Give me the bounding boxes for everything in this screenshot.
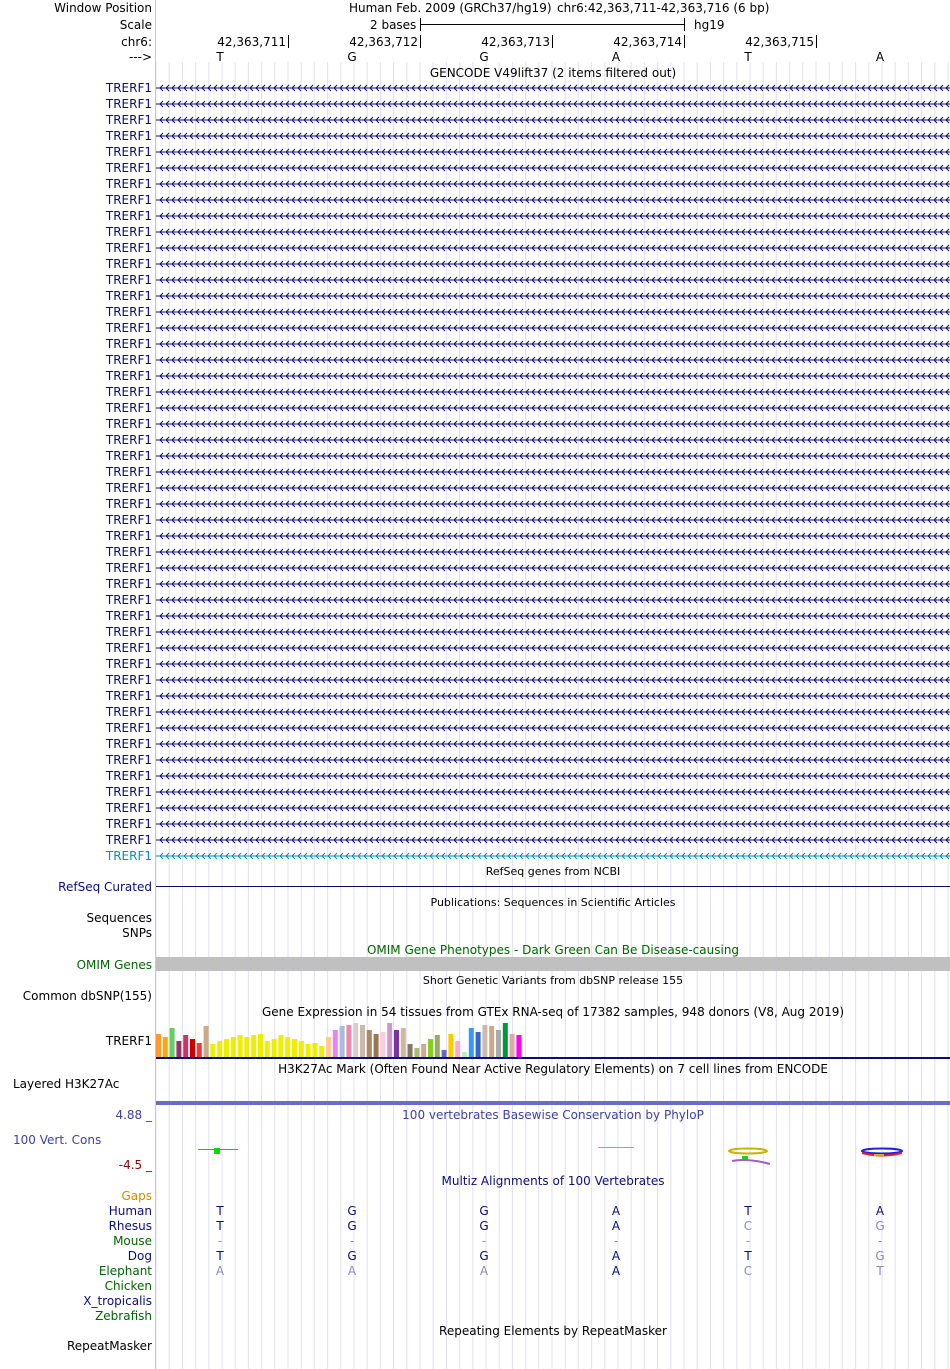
gtex-tissue-bar[interactable]	[244, 1037, 249, 1057]
gencode-gene-row[interactable]	[156, 99, 950, 109]
phylop-label[interactable]: 100 Vert. Cons	[13, 1133, 102, 1147]
gtex-tissue-bar[interactable]	[292, 1039, 297, 1057]
gencode-gene-row[interactable]	[156, 211, 950, 221]
gencode-gene-row[interactable]	[156, 195, 950, 205]
alignment-base: T	[744, 1204, 752, 1218]
gencode-gene-row[interactable]	[156, 531, 950, 541]
snps-label[interactable]: SNPs	[122, 926, 152, 940]
gencode-gene-row[interactable]	[156, 371, 950, 381]
gtex-tissue-bar[interactable]	[489, 1026, 494, 1057]
chrom-label: chr6:	[121, 35, 152, 49]
gtex-tissue-bar[interactable]	[197, 1043, 202, 1057]
alignment-base: A	[611, 1264, 621, 1278]
gencode-gene-row[interactable]	[156, 291, 950, 301]
gencode-gene-label[interactable]: TRERF1	[105, 97, 152, 111]
species-label[interactable]: Human	[108, 1204, 152, 1218]
gencode-gene-label[interactable]: TRERF1	[105, 81, 152, 95]
gtex-tissue-bar[interactable]	[163, 1037, 168, 1057]
gencode-gene-row[interactable]	[156, 115, 950, 125]
phylop-track-title: 100 vertebrates Basewise Conservation by PhyloP	[402, 1108, 704, 1122]
gtex-expression-bars[interactable]	[156, 1019, 950, 1059]
gtex-tissue-bar[interactable]	[516, 1035, 521, 1057]
gencode-gene-row[interactable]	[156, 563, 950, 573]
sequences-label[interactable]: Sequences	[86, 911, 152, 925]
gencode-gene-row[interactable]	[156, 83, 950, 93]
gencode-gene-label[interactable]: TRERF1	[105, 321, 152, 335]
gencode-gene-label[interactable]: TRERF1	[105, 289, 152, 303]
gtex-tissue-bar[interactable]	[319, 1046, 324, 1057]
refseq-track-title: RefSeq genes from NCBI	[485, 865, 621, 878]
gencode-track-title: GENCODE V49lift37 (2 items filtered out)	[429, 66, 677, 80]
gtex-tissue-bar[interactable]	[238, 1035, 243, 1057]
gtex-tissue-bar[interactable]	[428, 1039, 433, 1057]
phylop-logos	[156, 1140, 950, 1172]
gtex-tissue-bar[interactable]	[442, 1050, 447, 1057]
coordinate-tick	[816, 35, 817, 48]
gtex-tissue-bar[interactable]	[510, 1034, 515, 1057]
gtex-tissue-bar[interactable]	[346, 1025, 351, 1057]
alignment-base: G	[347, 1204, 357, 1218]
gencode-gene-row[interactable]	[156, 387, 950, 397]
gencode-gene-row[interactable]	[156, 467, 950, 477]
gtex-tissue-bar[interactable]	[387, 1023, 392, 1057]
alignment-base: -	[745, 1234, 751, 1248]
alignment-base: A	[215, 1264, 225, 1278]
gencode-gene-label[interactable]: TRERF1	[105, 353, 152, 367]
alignment-base: G	[479, 1204, 489, 1218]
gencode-gene-label[interactable]: TRERF1	[105, 673, 152, 687]
gtex-tissue-bar[interactable]	[414, 1048, 419, 1057]
omim-track-title: OMIM Gene Phenotypes - Dark Green Can Be Disease-causing	[366, 943, 740, 957]
alignment-base: G	[347, 1249, 357, 1263]
phylop-mark	[598, 1147, 634, 1148]
publications-track-title: Publications: Sequences in Scientific Articles	[430, 896, 676, 909]
gencode-gene-row[interactable]	[156, 755, 950, 765]
coordinate-tick	[420, 35, 421, 48]
species-label[interactable]: Rhesus	[108, 1219, 152, 1233]
gencode-gene-label[interactable]: TRERF1	[105, 241, 152, 255]
coordinate-label: 42,363,711	[217, 35, 286, 49]
gencode-gene-label[interactable]: TRERF1	[105, 817, 152, 831]
gencode-gene-row[interactable]	[156, 323, 950, 333]
gencode-gene-row[interactable]	[156, 163, 950, 173]
gtex-tissue-bar[interactable]	[482, 1025, 487, 1057]
gencode-gene-row[interactable]	[156, 483, 950, 493]
gtex-tissue-bar[interactable]	[367, 1030, 372, 1057]
refseq-gene-line[interactable]	[156, 886, 950, 887]
gencode-gene-label[interactable]: TRERF1	[105, 257, 152, 271]
gtex-tissue-bar[interactable]	[333, 1030, 338, 1057]
phylop-mark	[732, 1160, 770, 1164]
gencode-gene-label[interactable]: TRERF1	[105, 193, 152, 207]
gencode-gene-row[interactable]	[156, 723, 950, 733]
phylop-min-label: -4.5 _	[118, 1158, 152, 1172]
alignment-base: G	[479, 1219, 489, 1233]
gencode-gene-label[interactable]: TRERF1	[105, 497, 152, 511]
gtex-tissue-bar[interactable]	[408, 1044, 413, 1057]
reference-base: G	[479, 50, 489, 64]
gtex-tissue-bar[interactable]	[217, 1041, 222, 1057]
gtex-tissue-bar[interactable]	[190, 1039, 195, 1057]
gencode-gene-row[interactable]	[156, 643, 950, 653]
alignment-base: -	[217, 1234, 223, 1248]
multiz-track-title: Multiz Alignments of 100 Vertebrates	[441, 1174, 665, 1188]
db-text: hg19	[694, 18, 725, 32]
gtex-tissue-bar[interactable]	[170, 1028, 175, 1057]
gtex-tissue-bar[interactable]	[496, 1030, 501, 1057]
alignment-base: G	[347, 1219, 357, 1233]
gtex-tissue-bar[interactable]	[455, 1041, 460, 1057]
gtex-tissue-bar[interactable]	[231, 1037, 236, 1057]
gtex-tissue-bar[interactable]	[476, 1032, 481, 1057]
scale-label: Scale	[119, 18, 152, 32]
gencode-gene-row[interactable]	[156, 419, 950, 429]
reference-base: T	[216, 50, 224, 64]
gencode-gene-label[interactable]: TRERF1	[105, 513, 152, 527]
gencode-gene-label[interactable]: TRERF1	[105, 433, 152, 447]
alignment-base: C	[743, 1264, 753, 1278]
gencode-gene-label[interactable]: TRERF1	[105, 657, 152, 671]
coordinate-tick	[552, 35, 553, 48]
gencode-gene-row[interactable]	[156, 339, 950, 349]
gtex-tissue-bar[interactable]	[156, 1034, 161, 1057]
gencode-gene-label[interactable]: TRERF1	[105, 273, 152, 287]
species-label[interactable]: X_tropicalis	[83, 1294, 152, 1308]
gtex-tissue-bar[interactable]	[210, 1044, 215, 1057]
gtex-tissue-bar[interactable]	[183, 1035, 188, 1057]
gencode-gene-label[interactable]: TRERF1	[105, 689, 152, 703]
alignment-base: G	[479, 1249, 489, 1263]
gtex-tissue-bar[interactable]	[278, 1035, 283, 1057]
gtex-tissue-bar[interactable]	[176, 1041, 181, 1057]
gencode-gene-row[interactable]	[156, 611, 950, 621]
scale-text: 2 bases	[370, 18, 417, 32]
gencode-gene-row[interactable]	[156, 851, 950, 861]
gencode-gene-row[interactable]	[156, 579, 950, 589]
gencode-gene-row[interactable]	[156, 179, 950, 189]
reference-base: A	[611, 50, 621, 64]
gencode-gene-row[interactable]	[156, 275, 950, 285]
coordinate-label: 42,363,712	[349, 35, 418, 49]
gencode-gene-row[interactable]	[156, 627, 950, 637]
gtex-tissue-bar[interactable]	[435, 1035, 440, 1057]
alignment-base: T	[216, 1219, 224, 1233]
alignment-base: T	[744, 1249, 752, 1263]
gencode-gene-row[interactable]	[156, 595, 950, 605]
alignment-base: C	[743, 1219, 753, 1233]
gencode-gene-label[interactable]: TRERF1	[105, 641, 152, 655]
reference-base: T	[744, 50, 752, 64]
gencode-gene-label[interactable]: TRERF1	[105, 177, 152, 191]
gaps-label[interactable]: Gaps	[121, 1189, 152, 1203]
alignment-base: T	[216, 1204, 224, 1218]
gencode-gene-row[interactable]	[156, 147, 950, 157]
gencode-gene-label[interactable]: TRERF1	[105, 769, 152, 783]
coordinate-tick	[684, 35, 685, 48]
gencode-gene-row[interactable]	[156, 787, 950, 797]
track-labels-column	[0, 0, 156, 1369]
alignment-base: G	[875, 1249, 885, 1263]
gencode-gene-row[interactable]	[156, 819, 950, 829]
gtex-tissue-bar[interactable]	[258, 1034, 263, 1057]
gencode-gene-label[interactable]: TRERF1	[105, 449, 152, 463]
alignment-base: A	[479, 1264, 489, 1278]
gtex-tissue-bar[interactable]	[204, 1026, 209, 1057]
gtex-tissue-bar[interactable]	[374, 1034, 379, 1057]
gencode-gene-label[interactable]: TRERF1	[105, 385, 152, 399]
gtex-tissue-bar[interactable]	[469, 1028, 474, 1057]
gencode-gene-row[interactable]	[156, 515, 950, 525]
gencode-gene-row[interactable]	[156, 435, 950, 445]
gencode-gene-row[interactable]	[156, 259, 950, 269]
alignment-base: T	[876, 1264, 884, 1278]
gencode-gene-row[interactable]	[156, 499, 950, 509]
scale-bar-end	[684, 18, 685, 31]
gtex-tissue-bar[interactable]	[503, 1023, 508, 1057]
coordinate-label: 42,363,715	[745, 35, 814, 49]
phylop-max-label: 4.88 _	[115, 1108, 152, 1122]
h3k27ac-label[interactable]: Layered H3K27Ac	[13, 1077, 120, 1091]
gtex-tissue-bar[interactable]	[251, 1035, 256, 1057]
gencode-gene-label[interactable]: TRERF1	[105, 753, 152, 767]
gtex-tissue-bar[interactable]	[340, 1026, 345, 1057]
h3k27ac-signal	[156, 1101, 950, 1105]
species-label[interactable]: Chicken	[104, 1279, 152, 1293]
gtex-tissue-bar[interactable]	[401, 1028, 406, 1057]
reference-base: G	[347, 50, 357, 64]
gencode-gene-label[interactable]: TRERF1	[105, 305, 152, 319]
gencode-gene-row[interactable]	[156, 243, 950, 253]
gencode-gene-row[interactable]	[156, 451, 950, 461]
gencode-gene-row[interactable]	[156, 675, 950, 685]
phylop-mark	[214, 1148, 220, 1154]
species-label[interactable]: Elephant	[98, 1264, 152, 1278]
gtex-tissue-bar[interactable]	[299, 1041, 304, 1057]
phylop-mark	[729, 1149, 767, 1154]
gencode-gene-row[interactable]	[156, 355, 950, 365]
gtex-tissue-bar[interactable]	[306, 1044, 311, 1057]
gencode-gene-row[interactable]	[156, 707, 950, 717]
gtex-tissue-bar[interactable]	[272, 1039, 277, 1057]
coordinate-tick	[288, 35, 289, 48]
gtex-baseline	[156, 1057, 950, 1059]
gtex-tissue-bar[interactable]	[360, 1025, 365, 1057]
gtex-tissue-bar[interactable]	[353, 1023, 358, 1057]
gencode-gene-row[interactable]	[156, 659, 950, 669]
gencode-gene-label[interactable]: TRERF1	[105, 417, 152, 431]
gencode-gene-label[interactable]: TRERF1	[105, 593, 152, 607]
gencode-gene-row[interactable]	[156, 403, 950, 413]
gencode-gene-label[interactable]: TRERF1	[105, 145, 152, 159]
gtex-tissue-bar[interactable]	[421, 1044, 426, 1057]
alignment-base: -	[613, 1234, 619, 1248]
gencode-gene-row[interactable]	[156, 131, 950, 141]
gtex-tissue-bar[interactable]	[285, 1037, 290, 1057]
gencode-gene-label[interactable]: TRERF1	[105, 401, 152, 415]
species-label[interactable]: Zebrafish	[95, 1309, 152, 1323]
gtex-tissue-bar[interactable]	[326, 1037, 331, 1057]
gencode-gene-label[interactable]: TRERF1	[105, 161, 152, 175]
dbsnp-label[interactable]: Common dbSNP(155)	[22, 989, 152, 1003]
gencode-gene-label[interactable]: TRERF1	[105, 721, 152, 735]
gencode-gene-row[interactable]	[156, 691, 950, 701]
alignment-base: A	[611, 1204, 621, 1218]
alignment-base: -	[877, 1234, 883, 1248]
alignment-base: -	[481, 1234, 487, 1248]
gencode-gene-row[interactable]	[156, 771, 950, 781]
coordinate-label: 42,363,714	[613, 35, 682, 49]
gencode-gene-label[interactable]: TRERF1	[105, 849, 152, 863]
gencode-gene-label[interactable]: TRERF1	[105, 337, 152, 351]
alignment-base: A	[611, 1249, 621, 1263]
gtex-tissue-bar[interactable]	[394, 1030, 399, 1057]
gtex-tissue-bar[interactable]	[380, 1032, 385, 1057]
position-text: chr6:42,363,711-42,363,716 (6 bp)	[557, 1, 770, 15]
scale-bar-line	[420, 24, 684, 25]
gencode-gene-row[interactable]	[156, 547, 950, 557]
gencode-gene-label[interactable]: TRERF1	[105, 577, 152, 591]
gencode-gene-label[interactable]: TRERF1	[105, 833, 152, 847]
refseq-label[interactable]: RefSeq Curated	[58, 880, 152, 894]
alignment-base: T	[216, 1249, 224, 1263]
gencode-gene-label[interactable]: TRERF1	[105, 545, 152, 559]
coordinate-label: 42,363,713	[481, 35, 550, 49]
alignment-base: A	[347, 1264, 357, 1278]
species-label[interactable]: Mouse	[113, 1234, 152, 1248]
omim-gene-bar[interactable]	[156, 957, 950, 971]
gtex-tissue-bar[interactable]	[448, 1034, 453, 1057]
gencode-gene-label[interactable]: TRERF1	[105, 209, 152, 223]
repeatmasker-track-title: Repeating Elements by RepeatMasker	[439, 1324, 667, 1338]
phylop-mark	[862, 1149, 902, 1154]
dbsnp-track-title: Short Genetic Variants from dbSNP release 155	[422, 974, 684, 987]
gtex-tissue-bar[interactable]	[312, 1043, 317, 1057]
phylop-mark	[874, 1154, 884, 1156]
window-position-label: Window Position	[54, 1, 152, 15]
gencode-gene-label[interactable]: TRERF1	[105, 481, 152, 495]
track-data-area[interactable]	[156, 0, 950, 1369]
species-label[interactable]: Dog	[127, 1249, 152, 1263]
gencode-gene-label[interactable]: TRERF1	[105, 225, 152, 239]
gencode-gene-label[interactable]: TRERF1	[105, 369, 152, 383]
gencode-gene-label[interactable]: TRERF1	[105, 625, 152, 639]
gencode-gene-row[interactable]	[156, 227, 950, 237]
gencode-gene-label[interactable]: TRERF1	[105, 561, 152, 575]
gencode-gene-label[interactable]: TRERF1	[105, 737, 152, 751]
gencode-gene-row[interactable]	[156, 835, 950, 845]
gencode-gene-label[interactable]: TRERF1	[105, 529, 152, 543]
gtex-tissue-bar[interactable]	[224, 1039, 229, 1057]
reference-base: A	[875, 50, 885, 64]
alignment-base: A	[875, 1204, 885, 1218]
gencode-gene-label[interactable]: TRERF1	[105, 785, 152, 799]
gtex-track-title: Gene Expression in 54 tissues from GTEx RNA-seq of 17382 samples, 948 donors (V8, Aug 2019)	[261, 1005, 845, 1019]
alignment-base: G	[875, 1219, 885, 1233]
alignment-base: -	[349, 1234, 355, 1248]
gencode-gene-label[interactable]: TRERF1	[105, 113, 152, 127]
gencode-gene-row[interactable]	[156, 803, 950, 813]
gencode-gene-label[interactable]: TRERF1	[105, 801, 152, 815]
gencode-gene-row[interactable]	[156, 739, 950, 749]
gencode-gene-row[interactable]	[156, 307, 950, 317]
assembly-text: Human Feb. 2009 (GRCh37/hg19)	[349, 1, 552, 15]
gtex-tissue-bar[interactable]	[265, 1041, 270, 1057]
omim-label[interactable]: OMIM Genes	[76, 958, 152, 972]
alignment-base: A	[611, 1219, 621, 1233]
gtex-gene-label[interactable]: TRERF1	[105, 1034, 152, 1048]
gencode-gene-label[interactable]: TRERF1	[105, 465, 152, 479]
strand-label: --->	[128, 50, 152, 64]
scale-bar-start	[420, 18, 421, 31]
gencode-gene-label[interactable]: TRERF1	[105, 609, 152, 623]
gencode-gene-label[interactable]: TRERF1	[105, 129, 152, 143]
gencode-gene-label[interactable]: TRERF1	[105, 705, 152, 719]
h3k27ac-track-title: H3K27Ac Mark (Often Found Near Active Regulatory Elements) on 7 cell lines from ENCODE	[278, 1062, 828, 1076]
repeatmasker-label[interactable]: RepeatMasker	[66, 1339, 152, 1353]
